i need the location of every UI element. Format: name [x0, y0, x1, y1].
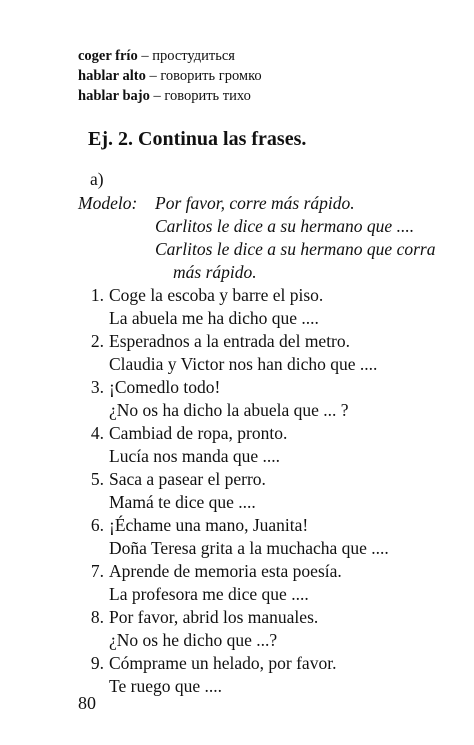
- item-prompt: Te ruego que ....: [109, 676, 222, 696]
- item-number: 2.: [90, 331, 104, 351]
- model-line: más rápido.: [173, 262, 257, 282]
- item-sentence: Cómprame un helado, por favor.: [109, 653, 337, 673]
- item-prompt: ¿No os he dicho que ...?: [109, 630, 278, 650]
- item-number: 6.: [90, 515, 104, 535]
- page-number: 80: [78, 693, 96, 713]
- item-number: 4.: [90, 423, 104, 443]
- item-prompt: Lucía nos manda que ....: [109, 446, 281, 466]
- vocab-entry: [78, 66, 262, 86]
- item-prompt: Doña Teresa grita a la muchacha que ....: [109, 538, 389, 558]
- item-sentence: Saca a pasear el perro.: [109, 469, 266, 489]
- vocab-translation: – говорить громко: [145, 68, 262, 84]
- vocab-translation: – простудиться: [137, 48, 235, 64]
- item-number: 9.: [90, 653, 104, 673]
- item-sentence: ¡Échame una mano, Juanita!: [109, 515, 309, 535]
- vocab-translation: – говорить тихо: [149, 88, 251, 104]
- item-prompt: Claudia y Victor nos han dicho que ....: [109, 354, 378, 374]
- item-number: 8.: [90, 607, 104, 627]
- item-sentence: Esperadnos a la entrada del metro.: [109, 331, 351, 351]
- item-number: 5.: [90, 469, 104, 489]
- item-prompt: ¿No os ha dicho la abuela que ... ?: [109, 400, 349, 420]
- vocab-term: hablar bajo: [78, 88, 150, 104]
- item-number: 3.: [90, 377, 104, 397]
- vocabulary-list: [78, 46, 262, 106]
- item-sentence: Cambiad de ropa, pronto.: [109, 423, 288, 443]
- exercise-title: Ej. 2. Continua las frases.: [88, 128, 307, 150]
- item-prompt: Mamá te dice que ....: [109, 492, 256, 512]
- vocab-entry: [78, 86, 262, 106]
- model-line: Carlitos le dice a su hermano que corra: [155, 239, 436, 259]
- item-prompt: La abuela me ha dicho que ....: [109, 308, 319, 328]
- model-line: Carlitos le dice a su hermano que ....: [155, 216, 415, 236]
- vocab-term: coger frío: [78, 48, 138, 64]
- item-number: 1.: [90, 285, 104, 305]
- item-number: 7.: [90, 561, 104, 581]
- vocab-term: hablar alto: [78, 68, 146, 84]
- exercise-part: a): [90, 169, 104, 189]
- item-sentence: ¡Comedlo todo!: [109, 377, 221, 397]
- item-sentence: Aprende de memoria esta poesía.: [109, 561, 342, 581]
- model-line: Por favor, corre más rápido.: [155, 193, 355, 213]
- item-prompt: La profesora me dice que ....: [109, 584, 309, 604]
- model-label: Modelo:: [78, 193, 138, 213]
- vocab-entry: [78, 46, 262, 66]
- item-sentence: Por favor, abrid los manuales.: [109, 607, 319, 627]
- item-sentence: Coge la escoba y barre el piso.: [109, 285, 324, 305]
